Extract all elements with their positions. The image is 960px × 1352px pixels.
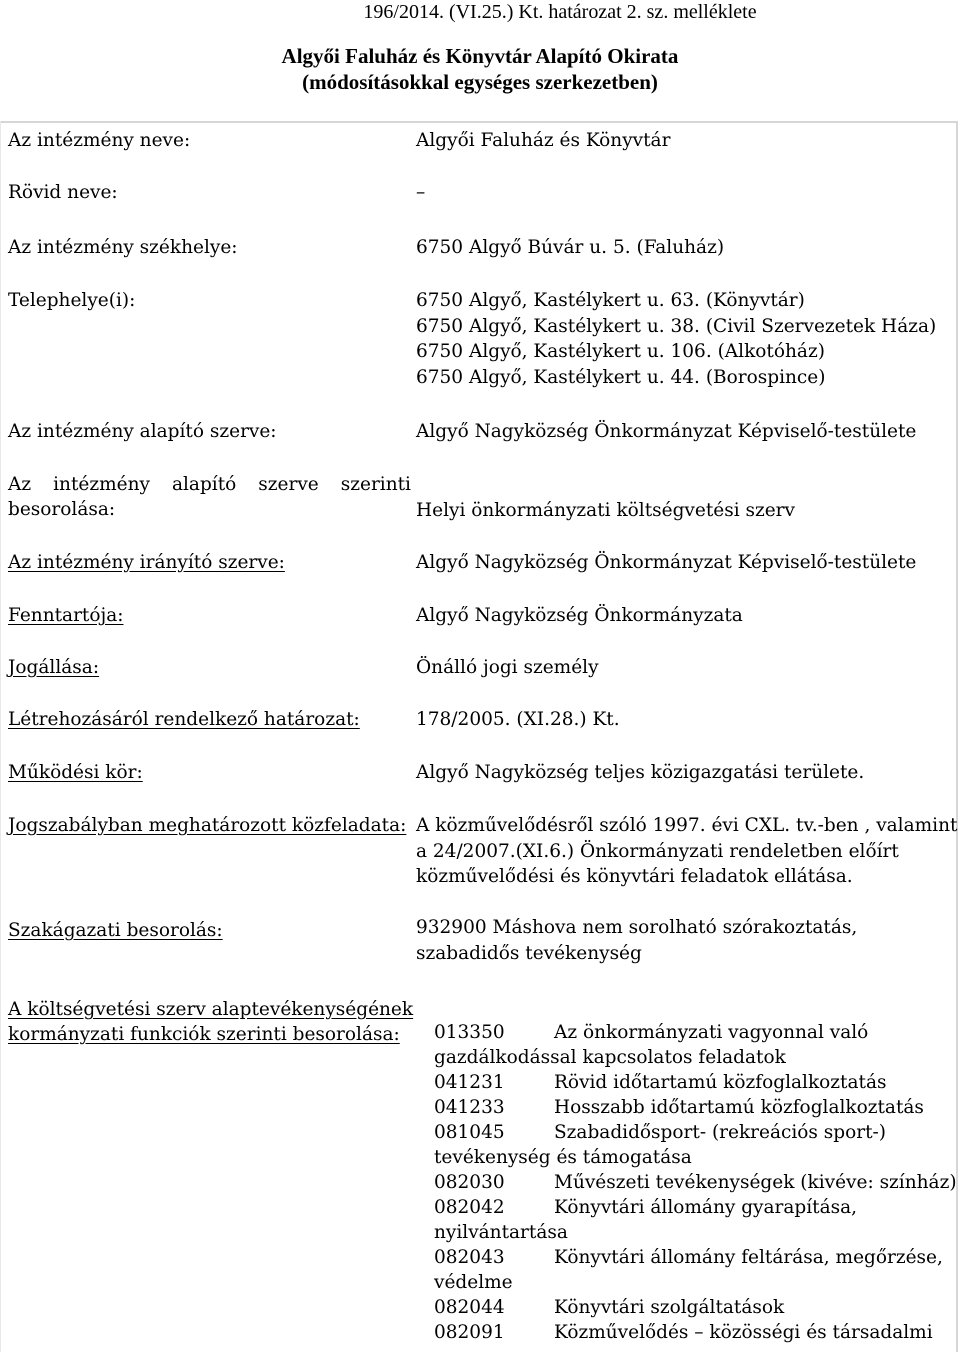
frame-left-border [0, 121, 1, 1352]
function-row [434, 1170, 957, 1195]
label-sites: Telephelye(i): [8, 290, 136, 311]
public-task-line: közművelődési és könyvtári feladatok ellátása. [416, 866, 853, 887]
function-code: 082043 [434, 1247, 505, 1268]
function-code: 082030 [434, 1172, 505, 1193]
function-row [434, 1320, 957, 1345]
label-institution-name: Az intézmény neve: [8, 130, 191, 151]
value-maintainer: Algyő Nagyközség Önkormányzata [416, 605, 743, 626]
value-seat: 6750 Algyő Búvár u. 5. (Faluház) [416, 237, 725, 258]
value-founder: Algyő Nagyközség Önkormányzat Képviselő-testülete [416, 421, 917, 442]
function-row [434, 1245, 957, 1270]
function-row-continuation: nyilvántartása [434, 1222, 568, 1243]
value-institution-name: Algyői Faluház és Könyvtár [416, 130, 671, 151]
function-name: Hosszabb időtartamú közfoglalkoztatás [554, 1097, 924, 1118]
function-code: 082044 [434, 1297, 505, 1318]
sector-line: 932900 Máshova nem sorolható szórakoztatás, [416, 917, 858, 938]
label-founder: Az intézmény alapító szerve: [8, 421, 277, 442]
function-row-continuation: védelme [434, 1272, 513, 1293]
label-establishing-decision: Létrehozásáról rendelkező határozat: [8, 709, 360, 730]
public-task-line: a 24/2007.(XI.6.) Önkormányzati rendeletben előírt [416, 840, 899, 862]
document-subtitle: (módosításokkal egységes szerkezetben) [302, 70, 658, 94]
label-classification-line2: besorolása: [8, 499, 116, 520]
label-maintainer: Fenntartója: [8, 605, 124, 626]
frame-top-border [0, 121, 958, 123]
function-name: Rövid időtartamú közfoglalkoztatás [554, 1072, 887, 1093]
function-row-continuation: tevékenység és támogatása [434, 1147, 692, 1168]
function-name: Művészeti tevékenységek (kivéve: színház) [554, 1172, 957, 1193]
function-name: Könyvtári állomány feltárása, megőrzése, [554, 1247, 943, 1268]
sector-line: szabadidős tevékenység [416, 942, 642, 964]
value-legal-status: Önálló jogi személy [416, 657, 599, 678]
function-name: Közművelődés – közösségi és társadalmi [554, 1322, 933, 1343]
value-establishing-decision: 178/2005. (XI.28.) Kt. [416, 709, 620, 730]
function-code: 013350 [434, 1022, 505, 1043]
value-sector [416, 915, 857, 966]
function-code: 041233 [434, 1097, 505, 1118]
value-governing-body: Algyő Nagyközség Önkormányzat Képviselő-testülete [416, 552, 917, 573]
function-row [434, 1295, 957, 1320]
function-row-continuation: gazdálkodással kapcsolatos feladatok [434, 1047, 786, 1068]
decision-reference: 196/2014. (VI.25.) Kt. határozat 2. sz. melléklete [363, 1, 757, 23]
label-public-task: Jogszabályban meghatározott közfeladata: [8, 815, 407, 836]
label-sector: Szakágazati besorolás: [8, 920, 223, 941]
site-line: 6750 Algyő, Kastélykert u. 106. (Alkotóház) [416, 341, 825, 362]
label-governing-body: Az intézmény irányító szerve: [8, 552, 285, 573]
value-scope: Algyő Nagyközség teljes közigazgatási területe. [416, 762, 865, 783]
label-seat: Az intézmény székhelye: [8, 237, 238, 258]
label-short-name: Rövid neve: [8, 182, 118, 203]
functions-table [434, 1020, 957, 1345]
value-short-name: – [416, 182, 426, 203]
site-line: 6750 Algyő, Kastélykert u. 63. (Könyvtár) [416, 290, 805, 311]
label-classification [8, 472, 411, 522]
value-public-task [416, 813, 957, 890]
value-sites [416, 288, 936, 390]
function-row [434, 1195, 957, 1220]
function-code: 041231 [434, 1072, 505, 1093]
function-row [434, 1095, 957, 1120]
label-legal-status: Jogállása: [8, 657, 100, 678]
value-classification: Helyi önkormányzati költségvetési szerv [416, 500, 795, 521]
site-line: 6750 Algyő, Kastélykert u. 44. (Borospince) [416, 366, 826, 388]
label-scope: Működési kör: [8, 762, 143, 783]
function-code: 081045 [434, 1122, 505, 1143]
document-title: Algyői Faluház és Könyvtár Alapító Okirata [281, 44, 679, 68]
label-classification-line1: Az intézmény alapító szerve szerinti [8, 474, 411, 495]
function-row [434, 1070, 957, 1095]
site-line: 6750 Algyő, Kastélykert u. 38. (Civil Szervezetek Háza) [416, 315, 937, 337]
function-code: 082042 [434, 1197, 505, 1218]
function-name: Az önkormányzati vagyonnal való [554, 1022, 869, 1043]
function-name: Szabadidősport- (rekreációs sport-) [554, 1122, 886, 1143]
function-row [434, 1120, 957, 1145]
label-functions: A költségvetési szerv alaptevékenységének kormányzati funkciók szerinti besorolása: [8, 999, 414, 1045]
function-name: Könyvtári állomány gyarapítása, [554, 1197, 858, 1218]
function-row [434, 1020, 957, 1045]
function-code: 082091 [434, 1322, 505, 1343]
public-task-line: A közművelődésről szóló 1997. évi CXL. tv.-ben , valamint [416, 815, 958, 836]
function-name: Könyvtári szolgáltatások [554, 1297, 785, 1318]
